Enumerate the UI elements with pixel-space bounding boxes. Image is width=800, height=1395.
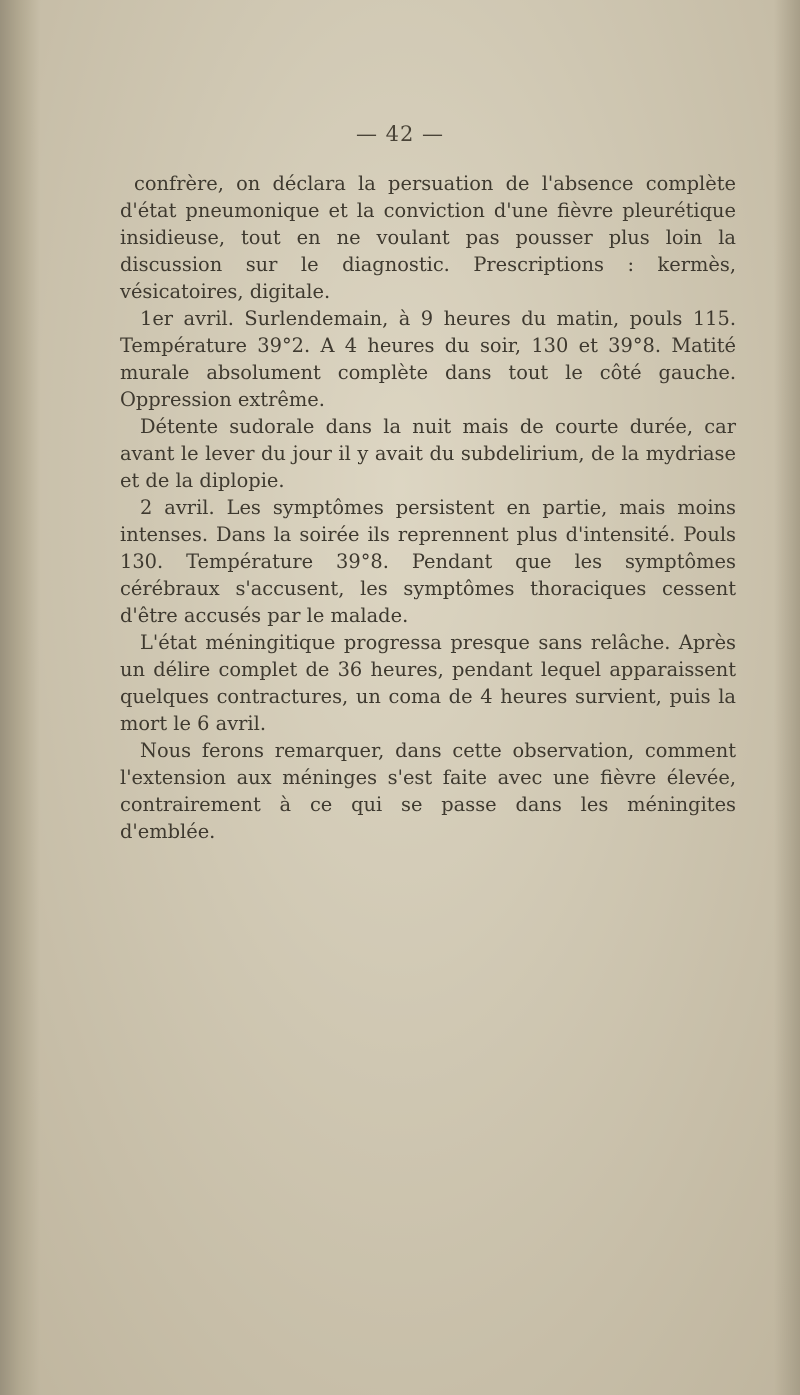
paragraph-1: confrère, on déclara la persuation de l'absence complète d'état pneumonique et la conviction d'une fièvre pleurétique insidieuse, tout en ne voulant pas pousser plus loin la discussion sur le diagnostic. Prescriptions : kermès, vésicatoires, digitale. bbox=[120, 172, 736, 303]
paragraph-2: 1er avril. Surlendemain, à 9 heures du matin, pouls 115. Température 39°2. A 4 heures du soir, 130 et 39°8. Matité murale absolument complète dans tout le côté gauche. Oppression extrême. bbox=[120, 307, 736, 411]
body-text bbox=[120, 170, 736, 845]
page-edge-shadow-left bbox=[0, 0, 40, 1395]
paragraph-3: Détente sudorale dans la nuit mais de courte durée, car avant le lever du jour il y avait du subdelirium, de la mydriase et de la diplopie. bbox=[120, 415, 736, 492]
paragraph-4: 2 avril. Les symptômes persistent en partie, mais moins intenses. Dans la soirée ils reprennent plus d'intensité. Pouls 130. Température 39°8. Pendant que les symptômes cérébraux s'accusent, les symptômes thoraciques cessent d'être accusés par le malade. bbox=[120, 496, 736, 627]
paragraph-5: L'état méningitique progressa presque sans relâche. Après un délire complet de 36 heures, pendant lequel apparaissent quelques contractures, un coma de 4 heures survient, puis la mort le 6 avril. bbox=[120, 631, 736, 735]
page-number: — 42 — bbox=[355, 122, 445, 146]
paragraph-6: Nous ferons remarquer, dans cette observation, comment l'extension aux méninges s'est faite avec une fièvre élevée, contrairement à ce qui se passe dans les méningites d'emblée. bbox=[120, 739, 736, 843]
page-edge-shadow-right bbox=[774, 0, 800, 1395]
